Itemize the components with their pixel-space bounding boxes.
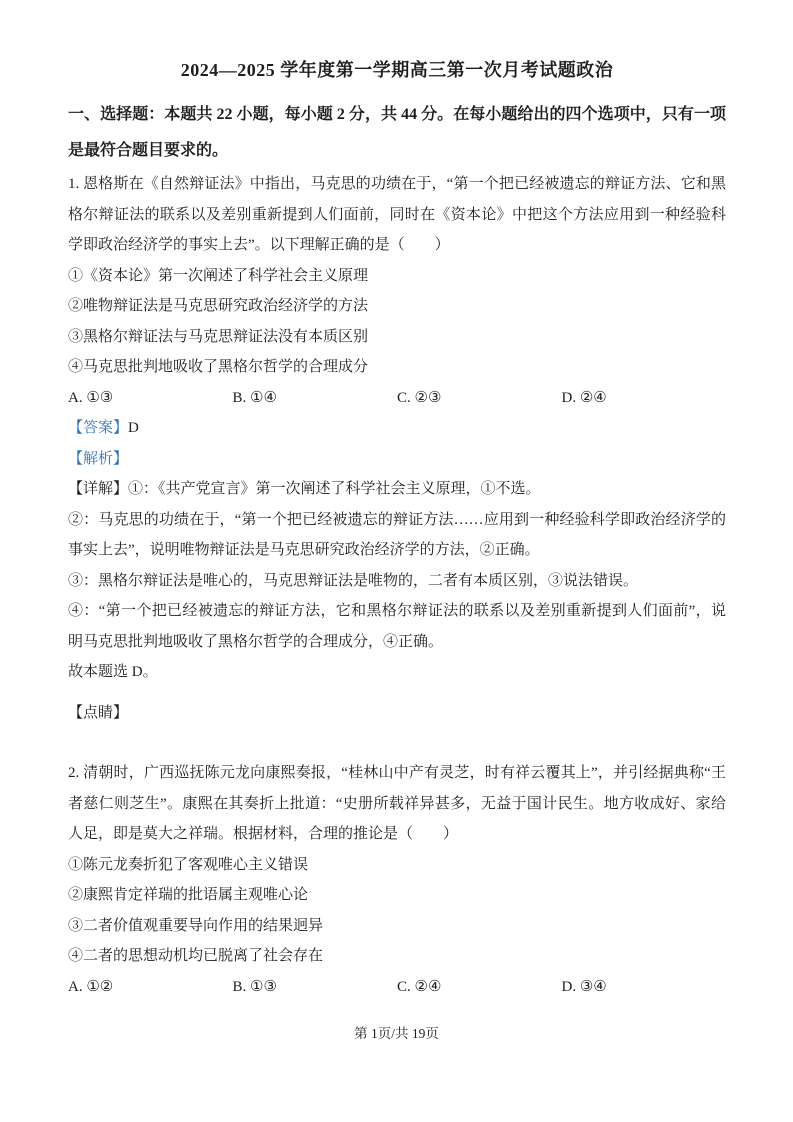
answer-value: D xyxy=(128,420,139,436)
question-1-explanation xyxy=(68,474,726,728)
question-2-choices-row xyxy=(68,972,726,1003)
exam-title: 2024—2025 学年度第一学期高三第一次月考试题政治 xyxy=(180,60,614,80)
explanation-paragraph: 【详解】①：《共产党宣言》第一次阐述了科学社会主义原理，①不选。 xyxy=(68,481,541,497)
question-2-choice-c xyxy=(397,972,562,1003)
choice-value: ①③ xyxy=(250,978,277,995)
explanation-paragraph: ③：黑格尔辩证法是唯心的，马克思辩证法是唯物的，二者有本质区别，③说法错误。 xyxy=(68,572,639,589)
question-1-choice-d xyxy=(562,383,727,414)
choice-value: ①② xyxy=(86,978,114,995)
question-1-option-1: ①《资本论》第一次阐述了科学社会主义原理 xyxy=(68,267,369,284)
question-2-choice-d xyxy=(562,972,727,1003)
question-1-choice-a xyxy=(68,383,233,414)
question-1-option-3: ③黑格尔辩证法与马克思辩证法没有本质区别 xyxy=(68,328,369,345)
choice-label: A. xyxy=(68,978,83,995)
explanation-paragraph: ④：“第一个把已经被遗忘的辩证方法，它和黑格尔辩证法的联系以及差别重新提到人们面前”，说明马克思批判地吸收了黑格尔哲学的合理成分，④正确。 xyxy=(68,603,726,650)
question-2-option-2: ②康熙肯定祥瑞的批语属主观唯心论 xyxy=(68,887,309,903)
answer-label: 【答案】 xyxy=(68,420,129,436)
question-2-choice-b xyxy=(233,972,398,1003)
choice-value: ②④ xyxy=(579,389,607,406)
choice-label: C. xyxy=(397,389,411,406)
explanation-paragraph: ②：马克思的功绩在于，“第一个把已经被遗忘的辩证方法……应用到一种经验科学即政治经济学的事实上去”，说明唯物辩证法是马克思研究政治经济学的方法，②正确。 xyxy=(68,511,726,558)
choice-value: ②④ xyxy=(414,978,442,995)
question-2-option-4: ④二者的思想动机均已脱离了社会存在 xyxy=(68,948,324,964)
section-instructions: 一、选择题：本题共 22 小题，每小题 2 分，共 44 分。在每小题给出的四个选项中，只有一项是最符合题目要求的。 xyxy=(68,106,726,159)
question-2-option-1: ①陈元龙奏折犯了客观唯心主义错误 xyxy=(68,856,309,873)
choice-label: C. xyxy=(397,978,411,995)
question-2-option-3: ③二者价值观重要导向作用的结果迥异 xyxy=(68,917,324,934)
question-1-choice-c xyxy=(397,383,562,414)
choice-label: D. xyxy=(561,978,577,995)
question-1 xyxy=(68,169,726,728)
page-number: 第 1页/共 19页 xyxy=(354,1026,439,1041)
choice-label: A. xyxy=(68,389,83,406)
question-1-stem: 1. 恩格斯在《自然辩证法》中指出，马克思的功绩在于，“第一个把已经被遗忘的辩证方法、它和黑格尔辩证法的联系以及差别重新提到人们面前，同时在《资本论》中把这个方法应用到一种经验科学即政治经济学的事实上去”。以下理解正确的是（ ） xyxy=(68,176,726,253)
question-1-answer-line xyxy=(68,413,726,444)
question-2-choice-a xyxy=(68,972,233,1003)
choice-value: ③④ xyxy=(579,978,607,995)
question-1-choice-b xyxy=(233,383,398,414)
question-2 xyxy=(68,758,726,1002)
question-2-stem: 2. 清朝时，广西巡抚陈元龙向康熙奏报，“桂林山中产有灵芝，时有祥云覆其上”，并引经据典称“王者慈仁则芝生”。康熙在其奏折上批道：“史册所载祥异甚多，无益于国计民生。地方收成好、家给人足，即是莫大之祥瑞。根据材料，合理的推论是（ ） xyxy=(68,765,726,842)
question-1-option-4: ④马克思批判地吸收了黑格尔哲学的合理成分 xyxy=(68,359,369,375)
choice-label: D. xyxy=(561,389,577,406)
choice-value: ②③ xyxy=(414,389,442,406)
choice-value: ①④ xyxy=(250,389,277,406)
explanation-tip-label: 【点睛】 xyxy=(68,704,129,721)
question-1-choices-row xyxy=(68,383,726,414)
choice-value: ①③ xyxy=(86,389,114,406)
explanation-conclusion: 故本题选 D。 xyxy=(68,664,158,680)
choice-label: B. xyxy=(232,389,247,406)
question-1-option-2: ②唯物辩证法是马克思研究政治经济学的方法 xyxy=(68,298,369,314)
question-1-analysis-label: 【解析】 xyxy=(68,450,129,467)
choice-label: B. xyxy=(232,978,247,995)
